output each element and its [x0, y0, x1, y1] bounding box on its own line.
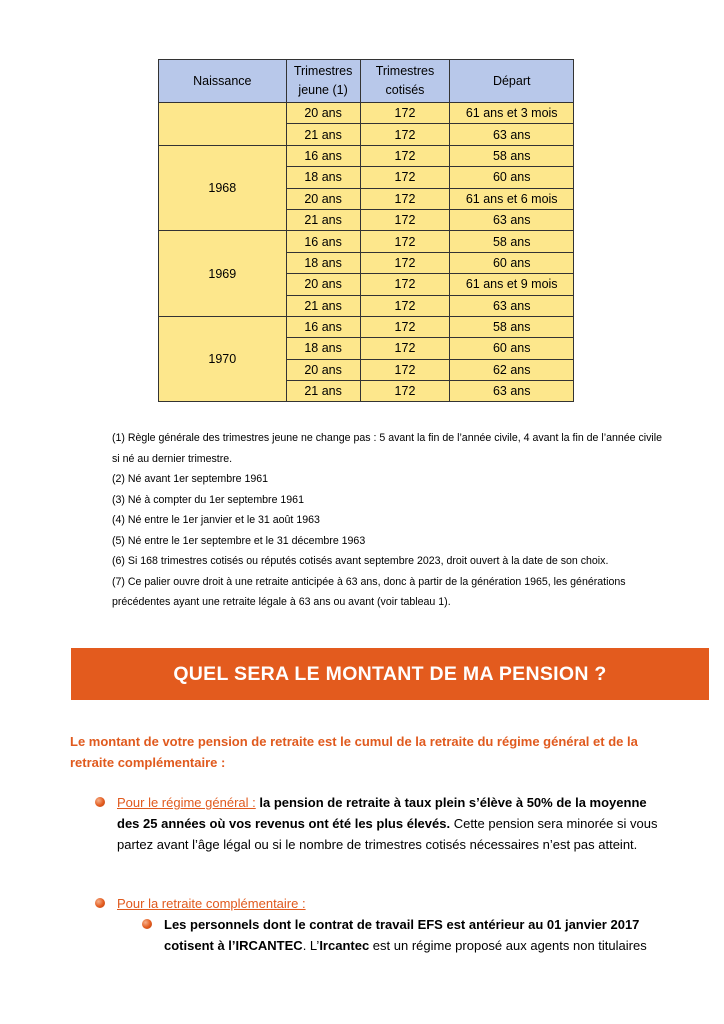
table-row [159, 231, 574, 252]
footnote: (5) Né entre le 1er septembre et le 31 décembre 1963 [112, 534, 366, 547]
bullet-text: Cette pension sera minorée si vous partez avant l’âge légal ou si le nombre de trimestres cotisés nécessaires n’est pas atteint. [117, 816, 658, 852]
cell-depart: 63 ans [450, 381, 574, 402]
cell-naissance: 1969 [159, 231, 287, 317]
cell-trimestres-jeune: 16 ans [286, 231, 360, 252]
cell-depart: 62 ans [450, 359, 574, 380]
cell-trimestres-jeune: 16 ans [286, 316, 360, 337]
cell-trimestres-cotises: 172 [360, 295, 450, 316]
cell-trimestres-jeune: 20 ans [286, 359, 360, 380]
bullet-complementaire [117, 893, 662, 914]
header-trimestres-jeune: Trimestres jeune (1) [286, 60, 360, 103]
header-depart: Départ [450, 60, 574, 103]
footnote: (7) Ce palier ouvre droit à une retraite anticipée à 63 ans, donc à partir de la génération 1965, les générations précédentes ayant une retraite légale à 63 ans ou avant (voir tableau 1). [112, 575, 626, 608]
section-title: QUEL SERA LE MONTANT DE MA PENSION ? [173, 662, 607, 685]
cell-trimestres-jeune: 21 ans [286, 124, 360, 145]
table-row [159, 145, 574, 166]
cell-trimestres-cotises: 172 [360, 188, 450, 209]
cell-trimestres-jeune: 20 ans [286, 274, 360, 295]
cell-trimestres-cotises: 172 [360, 231, 450, 252]
cell-naissance: 1968 [159, 145, 287, 231]
cell-depart: 61 ans et 3 mois [450, 103, 574, 124]
cell-depart: 61 ans et 6 mois [450, 188, 574, 209]
cell-naissance: 1970 [159, 316, 287, 402]
bullet-text: est un régime proposé aux agents non titulaires [369, 938, 647, 953]
cell-trimestres-cotises: 172 [360, 338, 450, 359]
bullet-label: Pour la retraite complémentaire : [117, 896, 306, 911]
cell-trimestres-jeune: 21 ans [286, 209, 360, 230]
cell-trimestres-cotises: 172 [360, 252, 450, 273]
footnote: (6) Si 168 trimestres cotisés ou réputés cotisés avant septembre 2023, droit ouvert à la date de son choix. [112, 555, 609, 567]
footnote: (2) Né avant 1er septembre 1961 [112, 473, 269, 485]
cell-trimestres-cotises: 172 [360, 381, 450, 402]
cell-trimestres-cotises: 172 [360, 209, 450, 230]
cell-depart: 60 ans [450, 252, 574, 273]
cell-depart: 63 ans [450, 295, 574, 316]
cell-depart: 63 ans [450, 124, 574, 145]
header-trimestres-cotises: Trimestres cotisés [360, 60, 450, 103]
table-row [159, 103, 574, 124]
bullet-regime-general [117, 792, 662, 855]
cell-trimestres-cotises: 172 [360, 167, 450, 188]
cell-depart: 58 ans [450, 145, 574, 166]
cell-naissance [159, 103, 287, 146]
cell-depart: 58 ans [450, 231, 574, 252]
section-banner [71, 648, 709, 700]
bullet-bold-text: Ircantec [319, 938, 370, 953]
cell-trimestres-jeune: 18 ans [286, 338, 360, 359]
bullet-icon [95, 898, 105, 908]
bullet-bold-text: Les personnels dont le contrat de travail EFS est antérieur au 01 janvier 2017 cotisent à l’IRCANTEC [164, 917, 640, 953]
cell-depart: 60 ans [450, 338, 574, 359]
cell-trimestres-jeune: 21 ans [286, 381, 360, 402]
bullet-ircantec [164, 914, 669, 956]
footnote: (4) Né entre le 1er janvier et le 31 août 1963 [112, 514, 320, 526]
cell-trimestres-cotises: 172 [360, 103, 450, 124]
cell-depart: 58 ans [450, 316, 574, 337]
bullet-label: Pour le régime général : [117, 795, 256, 810]
cell-trimestres-jeune: 16 ans [286, 145, 360, 166]
footnote: (3) Né à compter du 1er septembre 1961 [112, 493, 304, 506]
table-row [159, 316, 574, 337]
cell-depart: 63 ans [450, 209, 574, 230]
bullet-text: . L’ [302, 938, 320, 953]
intro-paragraph: Le montant de votre pension de retraite est le cumul de la retraite du régime général et de la retraite complémentaire : [70, 734, 638, 770]
cell-trimestres-cotises: 172 [360, 274, 450, 295]
cell-trimestres-cotises: 172 [360, 359, 450, 380]
footnotes [112, 428, 672, 613]
footnote: (1) Règle générale des trimestres jeune ne change pas : 5 avant la fin de l’année civile, 4 avant la fin de l’année civile si né au dernier trimestre. [112, 432, 663, 465]
cell-trimestres-cotises: 172 [360, 316, 450, 337]
bullet-icon [95, 797, 105, 807]
table-header-row [159, 60, 574, 103]
bullet-bold-text: la pension de retraite à taux plein s’élève à 50% de la moyenne des 25 années où vos revenus ont été les plus élevés. [117, 795, 647, 831]
retirement-table [158, 59, 574, 402]
header-naissance: Naissance [159, 60, 287, 103]
cell-trimestres-jeune: 21 ans [286, 295, 360, 316]
bullet-icon [142, 919, 152, 929]
cell-trimestres-jeune: 20 ans [286, 103, 360, 124]
cell-trimestres-cotises: 172 [360, 145, 450, 166]
cell-trimestres-jeune: 20 ans [286, 188, 360, 209]
cell-depart: 61 ans et 9 mois [450, 274, 574, 295]
cell-trimestres-jeune: 18 ans [286, 167, 360, 188]
cell-trimestres-cotises: 172 [360, 124, 450, 145]
cell-depart: 60 ans [450, 167, 574, 188]
cell-trimestres-jeune: 18 ans [286, 252, 360, 273]
